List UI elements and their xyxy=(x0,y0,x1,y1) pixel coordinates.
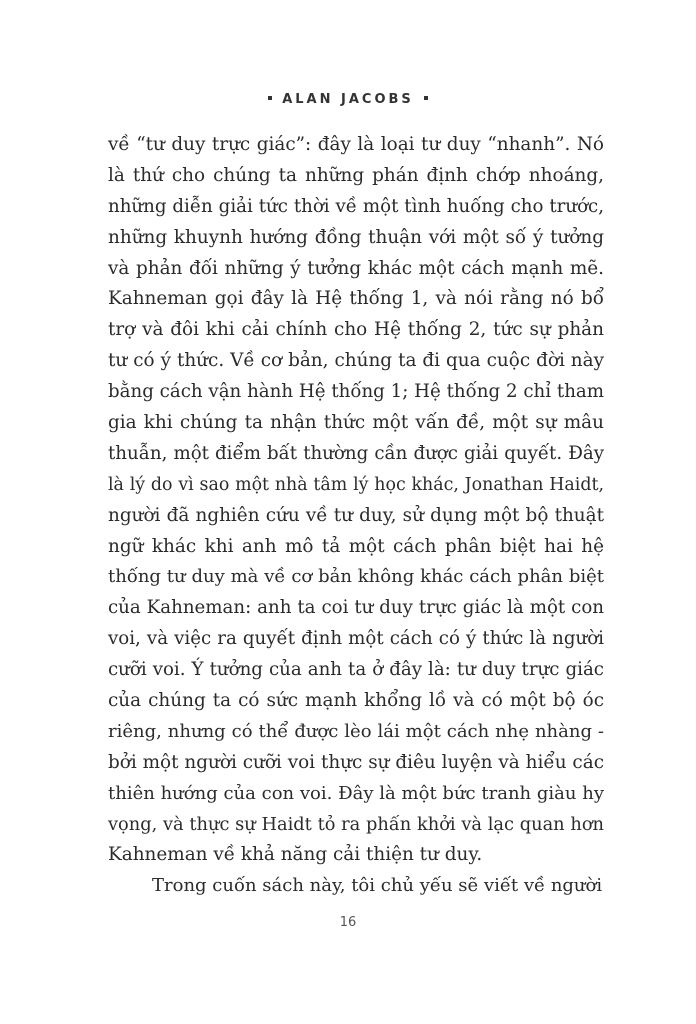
text-line: voi, và việc ra quyết định một cách có ý thức là người xyxy=(108,628,604,650)
text-line: thuẫn, một điểm bất thường cần được giải quyết. Đây xyxy=(108,442,604,464)
running-header xyxy=(0,92,696,107)
body-text xyxy=(108,130,604,902)
text-line: những diễn giải tức thời về một tình huống cho trước, xyxy=(108,195,604,217)
text-line: thiên hướng của con voi. Đây là một bức tranh giàu hy xyxy=(108,782,604,804)
bullet-left-icon xyxy=(268,96,272,100)
text-line: gia khi chúng ta nhận thức một vấn đề, một sự mâu xyxy=(108,412,604,434)
text-line: bởi một người cưỡi voi thực sự điêu luyện và hiểu các xyxy=(108,751,604,773)
text-line: về “tư duy trực giác”: đây là loại tư duy “nhanh”. Nó xyxy=(108,134,604,155)
text-line: ngữ khác khi anh mô tả một cách phân biệt hai hệ xyxy=(108,535,604,557)
text-line: tư có ý thức. Về cơ bản, chúng ta đi qua cuộc đời này xyxy=(108,350,604,372)
text-line: là lý do vì sao một nhà tâm lý học khác, Jonathan Haidt, xyxy=(108,474,604,495)
text-line: người đã nghiên cứu về tư duy, sử dụng một bộ thuật xyxy=(108,504,604,526)
text-line: Kahneman gọi đây là Hệ thống 1, và nói rằng nó bổ xyxy=(108,288,604,310)
text-line: những khuynh hướng đồng thuận với một số ý tưởng xyxy=(108,226,604,248)
text-line: cưỡi voi. Ý tưởng của anh ta ở đây là: tư duy trực giác xyxy=(108,659,604,681)
text-line: bằng cách vận hành Hệ thống 1; Hệ thống 2 chỉ tham xyxy=(108,381,604,403)
bullet-right-icon xyxy=(424,96,428,100)
text-line: riêng, nhưng có thể được lèo lái một cách nhẹ nhàng - xyxy=(108,720,604,742)
text-line: vọng, và thực sự Haidt tỏ ra phấn khởi và lạc quan hơn xyxy=(108,813,604,835)
text-line: và phản đối những ý tưởng khác một cách mạnh mẽ. xyxy=(108,257,604,279)
text-line-paragraph-end: Kahneman về khả năng cải thiện tư duy. xyxy=(108,844,483,866)
page-number: 16 xyxy=(339,915,357,930)
text-line-paragraph-start: Trong cuốn sách này, tôi chủ yếu sẽ viết về người xyxy=(152,875,603,897)
text-line: của chúng ta có sức mạnh khổng lồ và có một bộ óc xyxy=(108,690,604,712)
text-line: thống tư duy mà về cơ bản không khác cách phân biệt xyxy=(108,566,604,588)
text-line: trợ và đôi khi cải chính cho Hệ thống 2, tức sự phản xyxy=(108,319,604,341)
text-line: là thứ cho chúng ta những phán định chớp nhoáng, xyxy=(108,164,604,186)
author-name: ALAN JACOBS xyxy=(282,92,414,107)
text-line: của Kahneman: anh ta coi tư duy trực giác là một con xyxy=(108,597,604,619)
